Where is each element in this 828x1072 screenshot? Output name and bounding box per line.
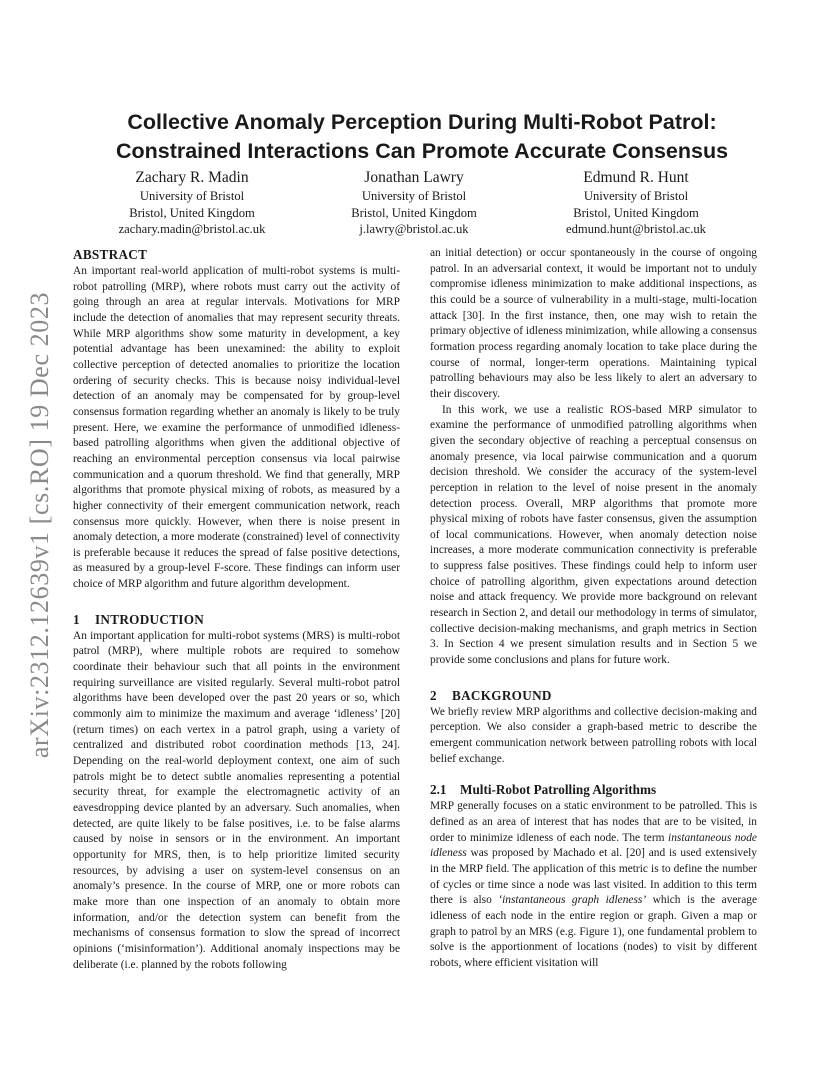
left-column <box>73 246 400 973</box>
author-location: Bristol, United Kingdom <box>351 205 477 220</box>
introduction-paragraph: An important application for multi-robot systems (MRS) is multi-robot patrol (MRP), where multiple robots are required to somehow coordinate their behaviour such that all points in the environment requiring surveillance are visited regularly. Several multi-robot patrol algorithms have been developed over the past 20 years or so, which commonly aim to minimize the maximum and average ‘idleness’ [20] (return times) on each vertex in a patrol graph, using a variety of centralized and distributed robot coordination methods [13, 24]. Depending on the real-world deployment context, one aim of such patrols might be to detect subtle anomalies representing a potential security threat, for example the electromagnetic activity of an eavesdropping device planted by an adversary. Such anomalies, when detected, are quite likely to be false positives, i.e. to be false alarms caused by noise in sensors or in the environment. An important opportunity for MRS, then, is to help prioritize limited security resources, by advising a user on system-level consensus on an anomaly’s presence. In the course of MRP, one or more robots can make more than one inspection of an anomaly to obtain more information, and/or the detection system can benefit from the mechanisms of consensus formation to slow the spread of incorrect opinions (‘misinformation’). Additional anomaly inspections may be deliberate (i.e. planned by the robots following <box>73 629 400 971</box>
section-title: INTRODUCTION <box>95 611 205 627</box>
section-number: 1 <box>73 611 80 627</box>
arxiv-identifier-text: arXiv:2312.12639v1 [cs.RO] 19 Dec 2023 <box>25 291 54 759</box>
arxiv-identifier-stamp <box>10 275 70 775</box>
abstract-heading: ABSTRACT <box>73 247 148 262</box>
text-run: which is the average idleness of each node in the entire region or graph. Given a map or graph to patrol by an MRS (e.g. Figure 1), one fundamental problem to solve is the apportionment of locations (nodes) to visit by different robots, where efficient visitation will <box>430 894 757 969</box>
background-paragraph: We briefly review MRP algorithms and collective decision-making and perception. We also consider a graph-based metric to describe the emergent communication network between patrolling robots with local belief exchange. <box>430 705 757 765</box>
subsection-heading <box>430 781 757 799</box>
text-run: MRP generally focuses on a static environment to be patrolled. This is defined as an area of interest that has nodes that are to be visited, in order to minimize idleness of each node. The term <box>430 800 757 844</box>
author-affiliation: University of Bristol <box>139 189 245 203</box>
author-location: Bristol, United Kingdom <box>129 205 255 220</box>
author-name: Jonathan Lawry <box>364 169 464 186</box>
italic-term: ‘instantaneous graph idleness’ <box>498 894 647 907</box>
background-heading <box>430 687 757 705</box>
introduction-heading <box>73 611 400 629</box>
author-email: j.lawry@bristol.ac.uk <box>359 222 469 236</box>
author-affiliation: University of Bristol <box>583 189 689 203</box>
author-name: Edmund R. Hunt <box>583 169 689 186</box>
author-email: edmund.hunt@bristol.ac.uk <box>566 222 706 236</box>
subsection-title: Multi-Robot Patrolling Algorithms <box>460 782 657 798</box>
text-run: was proposed by Machado et al. [20] and is used extensively in the MRP field. The application of this metric is to define the number of cycles or time since a node was last visited. In addition to this term there is also <box>430 847 757 907</box>
subsection-paragraph <box>430 799 757 971</box>
author-location: Bristol, United Kingdom <box>573 205 699 220</box>
author-name: Zachary R. Madin <box>135 169 249 186</box>
section-number: 2 <box>430 687 437 703</box>
author-block-3 <box>526 168 746 238</box>
introduction-paragraph-2: In this work, we use a realistic ROS-based MRP simulator to examine the performance of unmodified patrolling algorithms when given the secondary objective of reaching a perceptual consensus on anomaly presence, via local pairwise communication and a quorum decision threshold. We consider the accuracy of the system-level perception in relation to the level of noise present in the anomaly detection process. Overall, MRP algorithms that promote more physical mixing of robots have faster consensus, given the assumption of local communications. However, when anomaly detection noise increases, a more moderate communication connectivity is preferable to suppress false positives. These findings could help to inform user choice of patrolling algorithm, given expectations around detection noise and attack frequency. We provide more background on relevant research in Section 2, and detail our methodology in terms of simulator, collective decision-making mechanisms, and graph metrics in Section 3. In Section 4 we present simulation results and in Section 5 we provide some conclusions and plans for future work. <box>430 403 757 667</box>
introduction-paragraph-continued: an initial detection) or occur spontaneously in the course of ongoing patrol. In an adversarial context, it would be important not to unduly compromise idleness minimization to make additional inspections, as this could be a source of vulnerability in a multi-stage, multi-location attack [30]. In the first instance, then, one may wish to retain the primary objective of idleness minimization, while allowing a consensus formation process regarding anomaly location to take place during the course of normal, longer-term operations. Maintaining typical patrolling behaviours may also be less likely to alert an adversary to their discovery. <box>430 247 757 400</box>
right-column <box>430 246 757 972</box>
author-affiliation: University of Bristol <box>361 189 467 203</box>
abstract-text: An important real-world application of multi-robot systems is multi-robot patrolling (MRP), where robots must carry out the activity of going through an area at regular intervals. Motivations for MRP include the detection of anomalies that may represent security threats. While MRP algorithms show some maturity in development, a key potential advantage has been unexamined: the ability to exploit collective perception of detected anomalies to prioritize the location ordering of security checks. This is because noisy individual-level detection of an anomaly may be compensated for by group-level consensus formation regarding whether an anomaly is likely to be truly present. Here, we examine the performance of unmodified idleness-based patrolling algorithms when given the additional objective of reaching an environmental perception consensus via local pairwise communication and a quorum threshold. We find that generally, MRP algorithms that promote physical mixing of robots, as measured by a higher connectivity of their emergent communication network, reach consensus more quickly. However, when there is noise present in anomaly detection, a more moderate (constrained) level of connectivity is preferable because it reduces the spread of false positive detections, as measured by a group-level F-score. These findings can inform user choice of MRP algorithm and future algorithm development. <box>73 265 400 591</box>
paper-title: Collective Anomaly Perception During Multi-Robot Patrol: Constrained Interactions Can Promote Accurate Consensus <box>115 110 729 163</box>
author-email: zachary.madin@bristol.ac.uk <box>118 222 266 236</box>
section-title: BACKGROUND <box>452 687 552 703</box>
author-block-2 <box>304 168 524 238</box>
author-block-1 <box>82 168 302 238</box>
subsection-number: 2.1 <box>430 782 447 798</box>
italic-term: instantaneous node idleness <box>430 831 757 860</box>
